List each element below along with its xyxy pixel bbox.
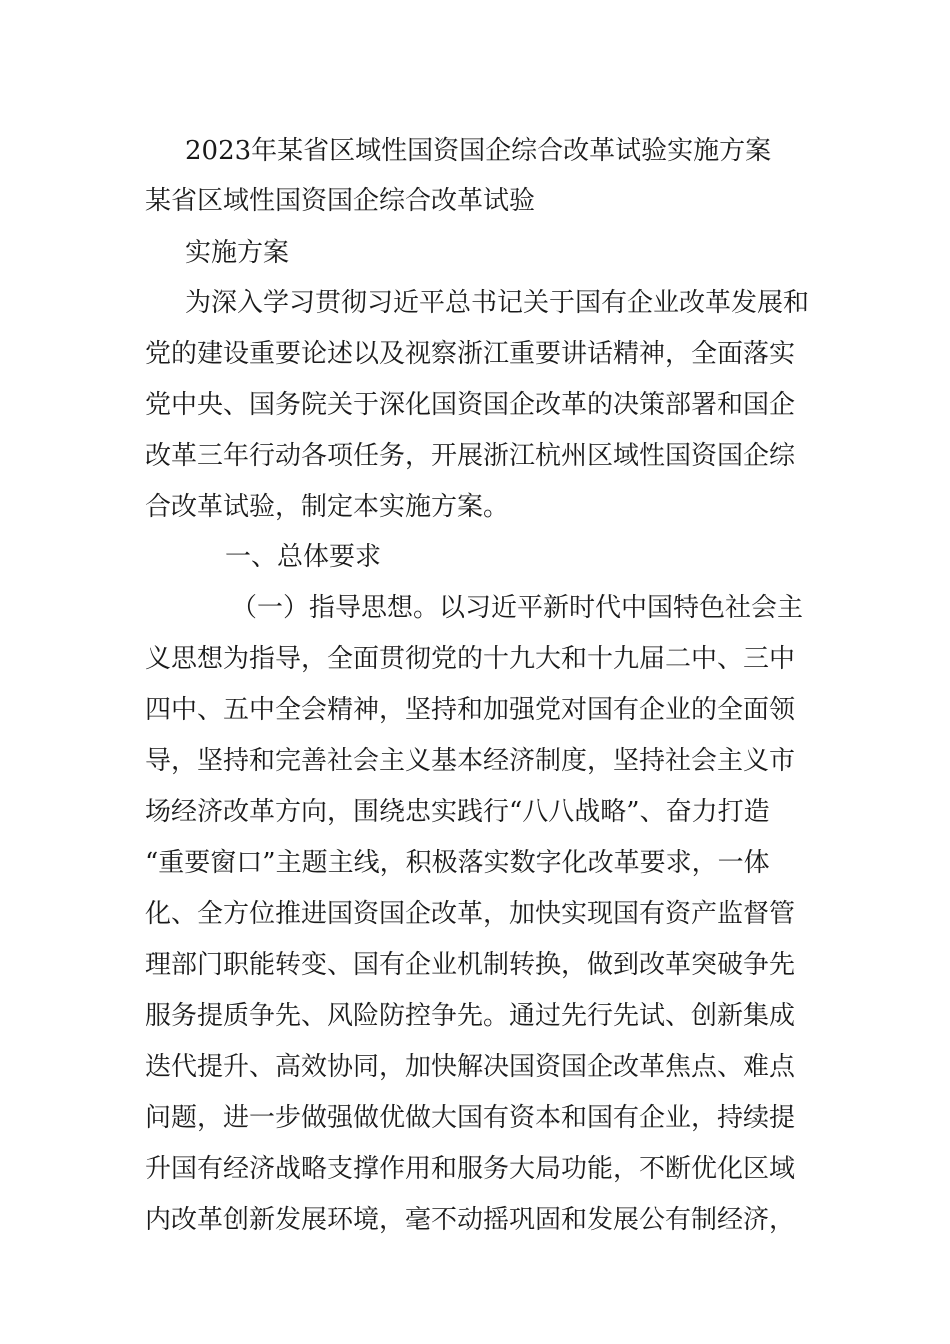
paragraph-line: 合改革试验，制定本实施方案。 xyxy=(145,492,510,522)
document-subtitle-suffix: 实施方案 xyxy=(185,238,290,268)
paragraph-line: 为深入学习贯彻习近平总书记关于国有企业改革发展和 xyxy=(185,288,810,318)
paragraph-line: 问题，进一步做强做优做大国有资本和国有企业，持续提 xyxy=(145,1103,796,1133)
paragraph-line: （一）指导思想。以习近平新时代中国特色社会主 xyxy=(231,593,804,623)
document-title: 2023年某省区域性国资国企综合改革试验实施方案 xyxy=(185,136,772,166)
paragraph-line: 理部门职能转变、国有企业机制转换，做到改革突破争先 xyxy=(145,950,796,980)
paragraph-line: 化、全方位推进国资国企改革，加快实现国有资产监督管 xyxy=(145,899,796,929)
paragraph-line: 四中、五中全会精神，坚持和加强党对国有企业的全面领 xyxy=(145,695,796,725)
paragraph-line: 升国有经济战略支撑作用和服务大局功能，不断优化区域 xyxy=(145,1154,796,1184)
document-subtitle: 某省区域性国资国企综合改革试验 xyxy=(145,186,536,216)
paragraph-line: 党中央、国务院关于深化国资国企改革的决策部署和国企 xyxy=(145,390,796,420)
paragraph-line: “重要窗口”主题主线，积极落实数字化改革要求，一体 xyxy=(145,848,770,878)
section-heading: 一、总体要求 xyxy=(225,542,382,572)
paragraph-line: 场经济改革方向，围绕忠实践行“八八战略”、奋力打造 xyxy=(145,797,770,827)
paragraph-line: 导，坚持和完善社会主义基本经济制度，坚持社会主义市 xyxy=(145,746,796,776)
paragraph-line: 改革三年行动各项任务，开展浙江杭州区域性国资国企综 xyxy=(145,441,796,471)
paragraph-line: 党的建设重要论述以及视察浙江重要讲话精神，全面落实 xyxy=(145,339,796,369)
paragraph-line: 义思想为指导，全面贯彻党的十九大和十九届二中、三中 xyxy=(145,644,796,674)
paragraph-line: 内改革创新发展环境，毫不动摇巩固和发展公有制经济， xyxy=(145,1205,796,1235)
paragraph-line: 迭代提升、高效协同，加快解决国资国企改革焦点、难点 xyxy=(145,1052,796,1082)
paragraph-line: 服务提质争先、风险防控争先。通过先行先试、创新集成 xyxy=(145,1001,796,1031)
